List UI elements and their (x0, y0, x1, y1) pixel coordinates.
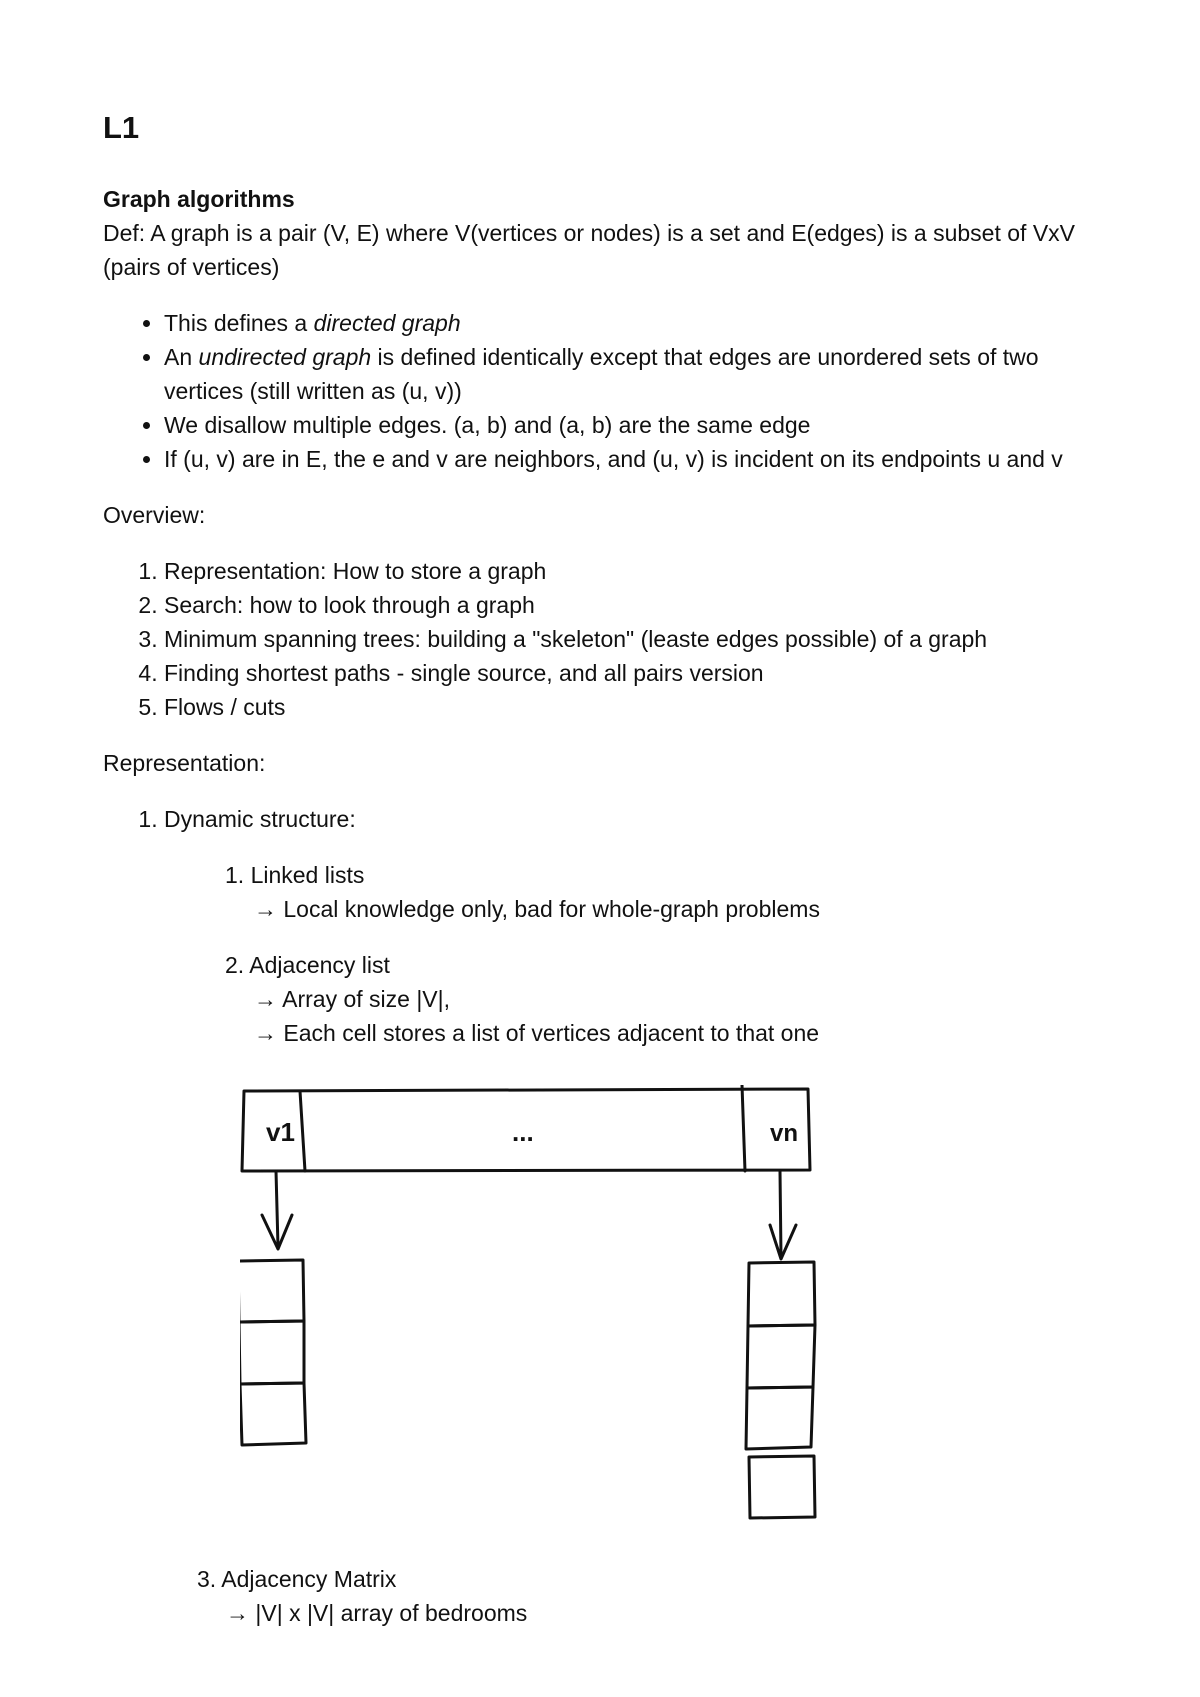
left-list-node (240, 1383, 306, 1445)
overview-heading: Overview: (103, 502, 206, 528)
representation-list (103, 802, 1113, 1050)
dynamic-structure-sublist (164, 858, 1113, 1050)
left-list-node (240, 1260, 304, 1322)
right-list-node (748, 1262, 815, 1326)
cell-divider-right (742, 1085, 745, 1171)
arrow-right-shaft (780, 1171, 781, 1257)
right-list-node (746, 1387, 813, 1449)
cell-label-vn: vn (770, 1120, 799, 1147)
cell-label-v1: v1 (266, 1117, 295, 1147)
list-item: 3. Minimum spanning trees: building a "skeleton" (leaste edges possible) of a graph (164, 622, 1113, 656)
list-item: • This defines a directed graph (164, 306, 1113, 340)
list-item: 1. Linked lists → Local knowledge only, bad for whole-graph problems (225, 862, 820, 922)
adjacency-matrix-item: 3. Adjacency Matrix → |V| x |V| array of bedrooms (197, 1566, 528, 1626)
cell-divider-left (300, 1091, 305, 1171)
section-heading-graph-algorithms: Graph algorithms (103, 186, 295, 212)
cell-label-ellipsis: ... (512, 1117, 534, 1147)
right-list-node (747, 1325, 815, 1388)
representation-heading: Representation: (103, 750, 266, 776)
adjacency-list-sketch (240, 1085, 830, 1535)
list-item (164, 802, 1113, 1050)
dynamic-structure-label: Dynamic structure: (164, 806, 356, 832)
list-item: 5. Flows / cuts (164, 690, 1113, 724)
left-list-node (240, 1321, 304, 1384)
list-item: • If (u, v) are in E, the e and v are neighbors, and (u, v) is incident on its endpoints u and v (164, 442, 1113, 476)
page-title: L1 (103, 110, 140, 145)
list-item: • We disallow multiple edges. (a, b) and (a, b) are the same edge (164, 408, 1113, 442)
list-item: 4. Finding shortest paths - single source, and all pairs version (164, 656, 1113, 690)
list-item: • An undirected graph is defined identically except that edges are unordered sets of two vertices (still written as (u, v)) (164, 340, 1113, 408)
list-item: 2. Adjacency list → Array of size |V|, → Each cell stores a list of vertices adjacent to that one (225, 952, 820, 1046)
definition-bullets (103, 306, 1113, 476)
document-page (103, 108, 1113, 1072)
arrow-left-shaft (276, 1171, 278, 1247)
right-list-node (749, 1456, 815, 1518)
graph-definition: Def: A graph is a pair (V, E) where V(vertices or nodes) is a set and E(edges) is a subset of VxV (pairs of vertices) (103, 220, 1076, 280)
list-item: 2. Search: how to look through a graph (164, 588, 1113, 622)
arrow-right-head (770, 1225, 796, 1259)
overview-list (103, 554, 1113, 724)
list-item: 1. Representation: How to store a graph (164, 554, 1113, 588)
